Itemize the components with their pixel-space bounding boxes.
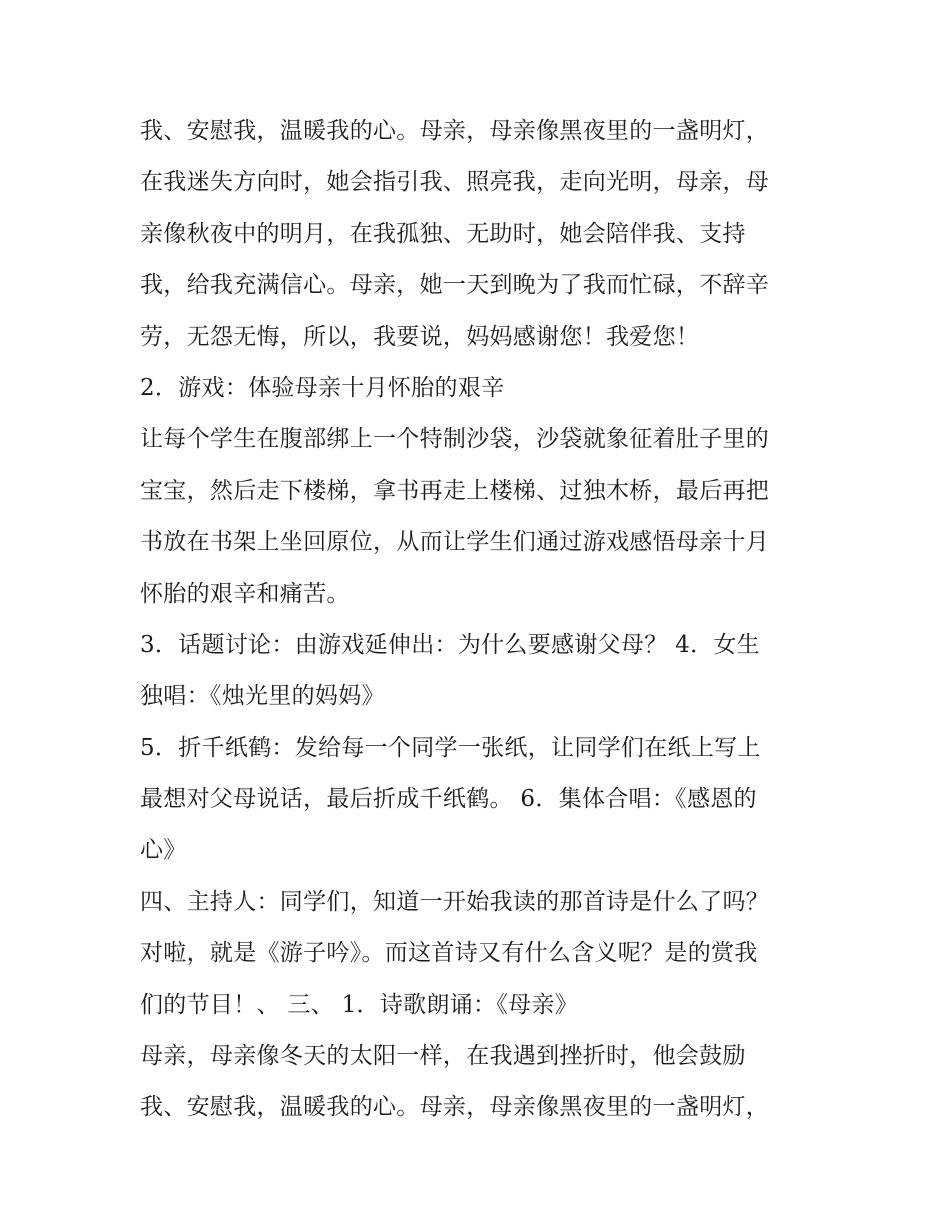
text-line: 书放在书架上坐回原位，从而让学生们通过游戏感悟母亲十月 (140, 529, 770, 556)
text-line: 们的节目！、 三、 1．诗歌朗诵：《母亲》 (140, 991, 579, 1018)
text-line: 独唱：《烛光里的妈妈》 (140, 683, 385, 710)
text-line: 母亲，母亲像冬天的太阳一样，在我遇到挫折时，他会鼓励 (140, 1043, 746, 1070)
text-line: 最想对父母说话，最后折成千纸鹤。 6．集体合唱：《感恩的 (140, 786, 757, 813)
text-line: 怀胎的艰辛和痛苦。 (140, 580, 350, 607)
text-line: 四、主持人：同学们，知道一开始我读的那首诗是什么了吗？ (140, 888, 770, 915)
document-body (140, 106, 830, 1134)
text-line: 3．话题讨论：由游戏延伸出：为什么要感谢父母？ 4．女生 (140, 631, 760, 658)
text-line: 劳，无怨无悔，所以，我要说，妈妈感谢您！我爱您！ (140, 323, 700, 350)
text-line: 让每个学生在腹部绑上一个特制沙袋，沙袋就象征着肚子里的 (140, 426, 770, 453)
text-line: 我、安慰我，温暖我的心。母亲，母亲像黑夜里的一盏明灯， (140, 1094, 770, 1121)
text-line: 在我迷失方向时，她会指引我、照亮我，走向光明，母亲，母 (140, 169, 770, 196)
text-line: 对啦，就是《游子吟》。而这首诗又有什么含义呢？是的赏我 (140, 940, 758, 967)
text-line: 亲像秋夜中的明月，在我孤独、无助时，她会陪伴我、支持 (140, 220, 746, 247)
section-heading: 2．游戏：体验母亲十月怀胎的艰辛 (140, 374, 505, 401)
text-line: 心》 (140, 837, 187, 864)
text-line: 宝宝，然后走下楼梯，拿书再走上楼梯、过独木桥，最后再把 (140, 477, 770, 504)
text-line: 我，给我充满信心。母亲，她一天到晚为了我而忙碌，不辞辛 (140, 272, 770, 299)
text-line: 我、安慰我，温暖我的心。母亲，母亲像黑夜里的一盏明灯， (140, 118, 770, 144)
text-line: 5．折千纸鹤：发给每一个同学一张纸，让同学们在纸上写上 (140, 734, 761, 761)
